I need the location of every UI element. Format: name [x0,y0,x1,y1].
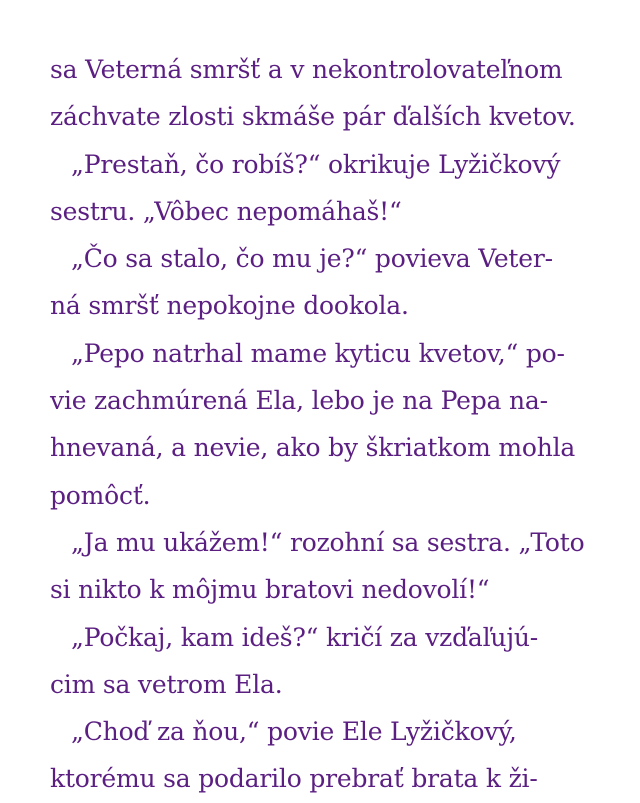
text-line: pomôcť. [50,480,151,510]
text-line: cim sa vetrom Ela. [50,669,283,699]
page-text [50,46,610,803]
text-line: „Čo sa stalo, čo mu je?“ povieva Veter- [71,244,553,274]
text-line: sestru. „Vôbec nepomáhaš!“ [50,196,402,226]
text-line: „Choď za ňou,“ povie Ele Lyžičkový, [71,717,517,747]
text-line: „Počkaj, kam ideš?“ kričí za vzďaľujú- [71,622,539,652]
text-line: vie zachmúrená Ela, lebo je na Pepa na- [50,386,548,416]
text-line: hnevaná, a nevie, ako by škriatkom mohla [50,433,576,463]
text-line: sa Veterná smršť a v nekontrolovateľnom [50,55,563,84]
text-line: ná smršť nepokojne dookola. [50,291,409,321]
text-line: „Ja mu ukážem!“ rozohní sa sestra. „Toto [71,527,585,557]
text-line: „Pepo natrhal mame kyticu kvetov,“ po- [71,338,565,368]
text-line: si nikto k môjmu bratovi nedovolí!“ [50,575,490,605]
text-line: záchvate zlosti skmáše pár ďalších kvetov. [50,102,576,132]
text-line: ktorému sa podarilo prebrať brata k ži- [50,764,538,794]
text-line: „Prestaň, čo robíš?“ okrikuje Lyžičkový [71,149,561,179]
